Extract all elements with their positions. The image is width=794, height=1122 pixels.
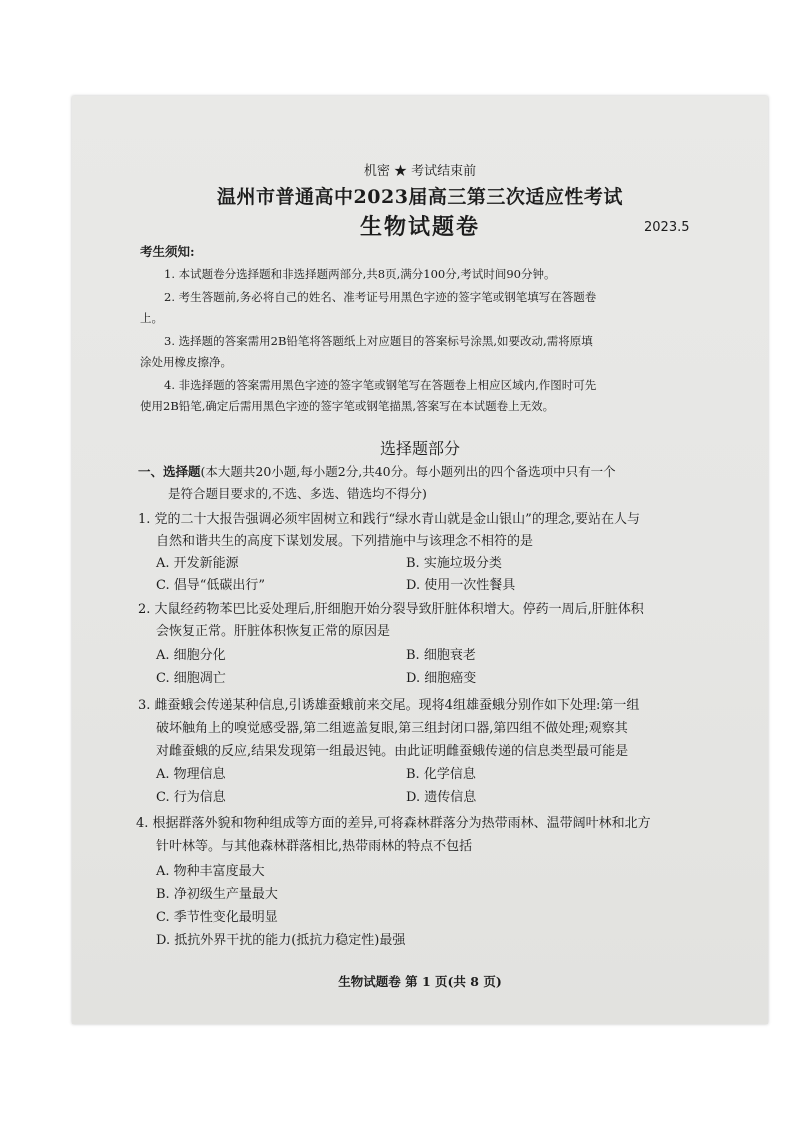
section-title: 选择题部分: [379, 439, 460, 458]
option-b: B. 净初级生产量最大: [156, 887, 278, 902]
notice-line: 上。: [140, 311, 163, 325]
option-d: D. 遗传信息: [406, 790, 477, 805]
question-stem: 针叶林等。与其他森林群落相比,热带雨林的特点不包括: [156, 839, 473, 854]
option-d: D. 抵抗外界干扰的能力(抵抗力稳定性)最强: [156, 933, 406, 948]
notice-line: 3. 选择题的答案需用2B铅笔将答题纸上对应题目的答案标号涂黑,如要改动,需将原填: [164, 334, 593, 348]
question-stem: 自然和谐共生的高度下谋划发展。下列措施中与该理念不相符的是: [156, 534, 534, 549]
question-stem: 会恢复正常。肝脏体积恢复正常的原因是: [156, 624, 391, 639]
option-d: D. 细胞癌变: [406, 671, 477, 686]
option-b: B. 实施垃圾分类: [406, 556, 502, 571]
part-description-cont: 是符合题目要求的,不选、多选、错选均不得分): [168, 486, 427, 501]
part-description: (本大题共20小题,每小题2分,共40分。每小题列出的四个备选项中只有一个: [200, 464, 616, 479]
option-a: A. 物理信息: [156, 767, 226, 782]
question-stem: 2. 大鼠经药物苯巴比妥处理后,肝细胞开始分裂导致肝脏体积增大。停药一周后,肝脏体积: [138, 602, 644, 617]
option-c: C. 季节性变化最明显: [156, 910, 278, 925]
question-stem: 1. 党的二十大报告强调必须牢固树立和践行“绿水青山就是金山银山”的理念,要站在人与: [138, 512, 640, 527]
subject-title: 生物试题卷: [359, 214, 480, 240]
option-a: A. 开发新能源: [156, 556, 239, 571]
option-c: C. 细胞凋亡: [156, 671, 226, 686]
notice-line: 4. 非选择题的答案需用黑色字迹的签字笔或钢笔写在答题卷上相应区域内,作图时可先: [164, 378, 597, 392]
option-a: A. 细胞分化: [156, 648, 226, 663]
notice-line: 2. 考生答题前,务必将自己的姓名、准考证号用黑色字迹的签字笔或钢笔填写在答题卷: [164, 290, 597, 304]
notice-line: 涂处用橡皮擦净。: [140, 355, 232, 369]
notice-line: 使用2B铅笔,确定后需用黑色字迹的签字笔或钢笔描黑,答案写在本试题卷上无效。: [140, 399, 555, 413]
part-label: 一、选择题: [138, 464, 201, 479]
question-stem: 4. 根据群落外貌和物种组成等方面的差异,可将森林群落分为热带雨林、温带阔叶林和北方: [136, 816, 651, 831]
confidential-mark: 机密 ★ 考试结束前: [363, 164, 477, 179]
notice-heading: 考生须知:: [140, 244, 195, 259]
question-stem: 3. 雌蚕蛾会传递某种信息,引诱雄蚕蛾前来交尾。现将4组雄蚕蛾分别作如下处理:第一组: [138, 698, 640, 713]
option-b: B. 细胞衰老: [406, 648, 476, 663]
option-c: C. 行为信息: [156, 790, 226, 805]
exam-date: 2023.5: [644, 220, 690, 235]
option-a: A. 物种丰富度最大: [156, 864, 265, 879]
page-footer: 生物试题卷 第 1 页(共 8 页): [338, 974, 502, 989]
exam-paper: [72, 96, 768, 1024]
question-stem: 对雌蚕蛾的反应,结果发现第一组最迟钝。由此证明雌蚕蛾传递的信息类型最可能是: [156, 744, 629, 759]
option-d: D. 使用一次性餐具: [406, 578, 516, 593]
option-b: B. 化学信息: [406, 767, 476, 782]
exam-title: 温州市普通高中2023届高三第三次适应性考试: [217, 186, 623, 208]
notice-line: 1. 本试题卷分选择题和非选择题两部分,共8页,满分100分,考试时间90分钟。: [164, 267, 556, 281]
option-c: C. 倡导“低碳出行”: [156, 578, 266, 593]
question-stem: 破坏触角上的嗅觉感受器,第二组遮盖复眼,第三组封闭口器,第四组不做处理;观察其: [156, 721, 628, 736]
